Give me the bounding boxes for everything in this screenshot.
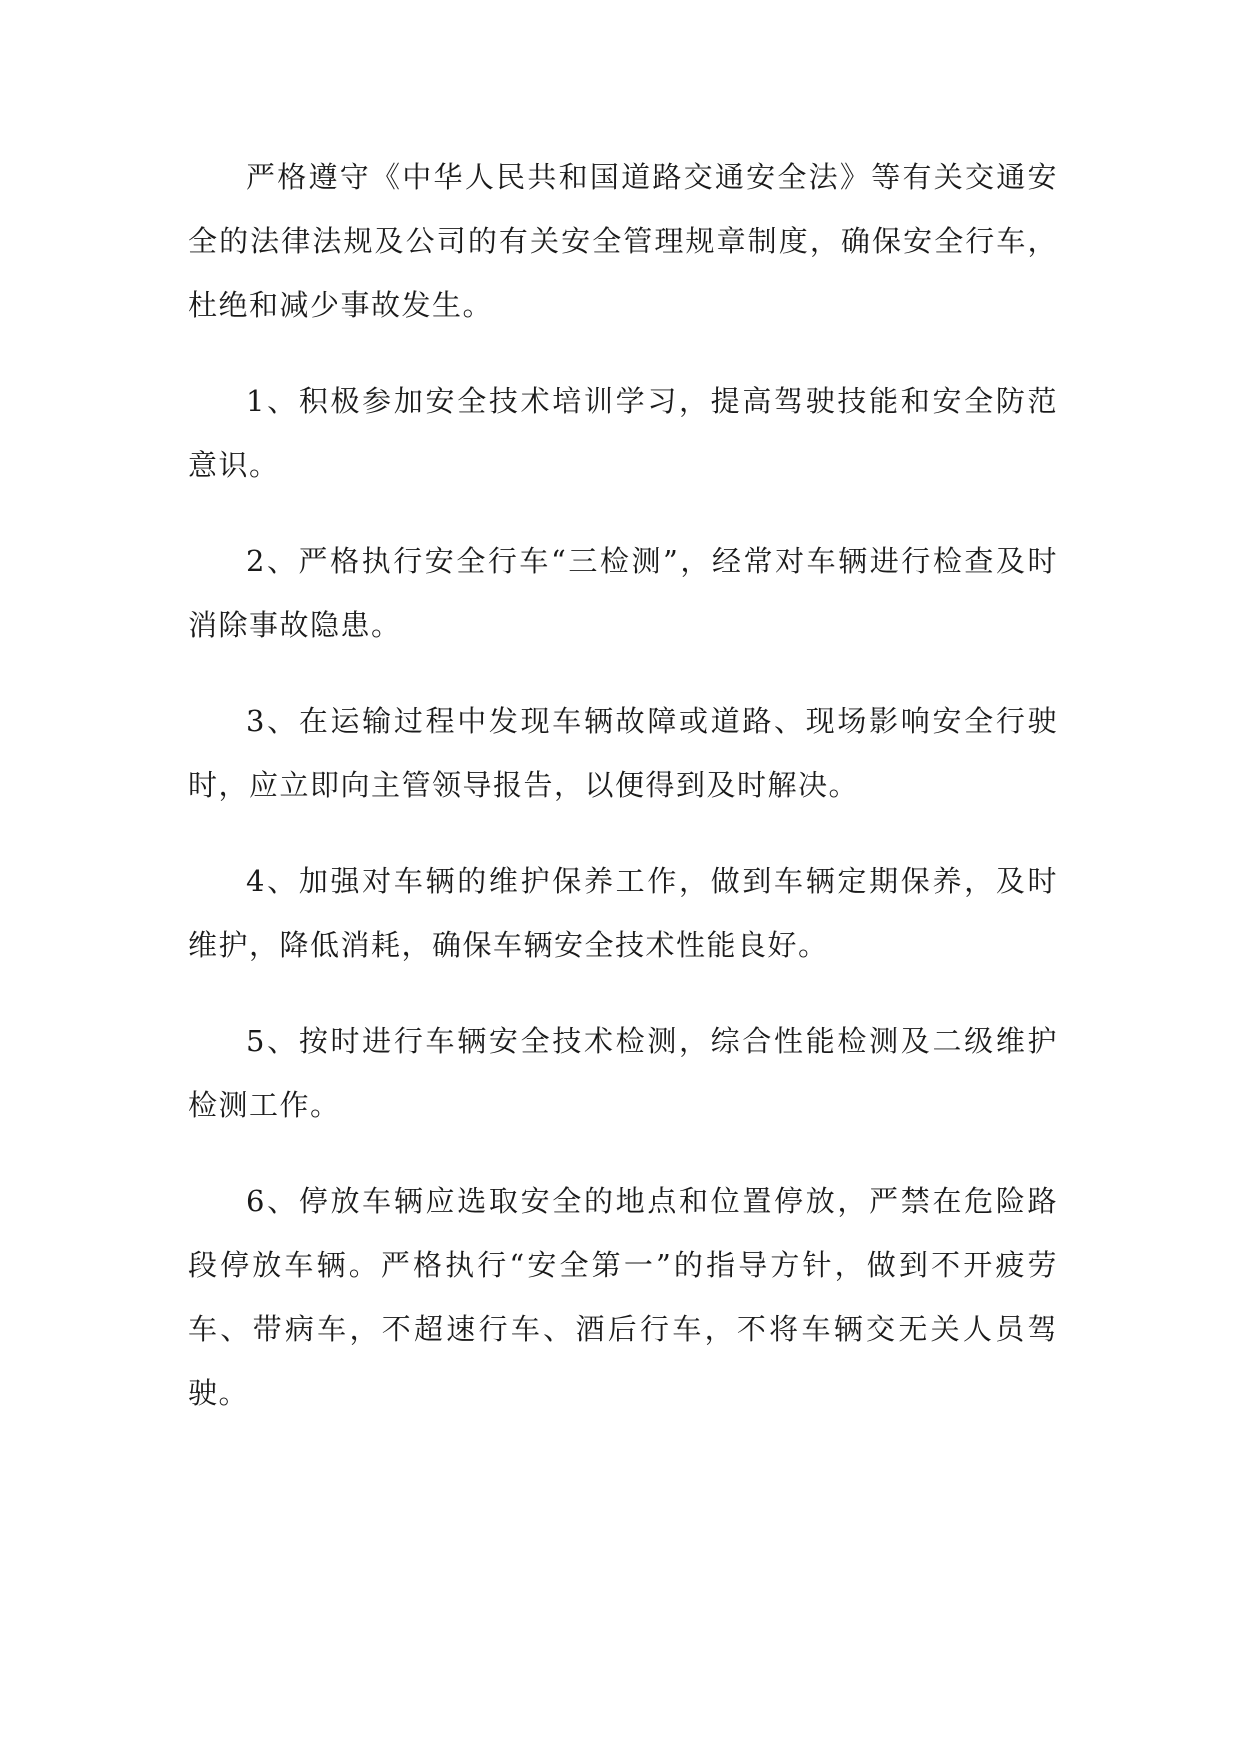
rule-item-5: 5、按时进行车辆安全技术检测，综合性能检测及二级维护检测工作。	[188, 1024, 1058, 1122]
rule-item-2: 2、严格执行安全行车“三检测”，经常对车辆进行检查及时消除事故隐患。	[188, 544, 1058, 642]
rule-item-1: 1、积极参加安全技术培训学习，提高驾驶技能和安全防范意识。	[188, 384, 1058, 482]
rule-item-3: 3、在运输过程中发现车辆故障或道路、现场影响安全行驶时，应立即向主管领导报告，以便得到及时解决。	[188, 704, 1058, 802]
intro-paragraph: 严格遵守《中华人民共和国道路交通安全法》等有关交通安全的法律法规及公司的有关安全管理规章制度，确保安全行车，杜绝和减少事故发生。	[188, 160, 1058, 322]
document-body	[188, 145, 1058, 1457]
rule-item-4: 4、加强对车辆的维护保养工作，做到车辆定期保养，及时维护，降低消耗，确保车辆安全技术性能良好。	[188, 864, 1058, 962]
rule-item-6: 6、停放车辆应选取安全的地点和位置停放，严禁在危险路段停放车辆。严格执行“安全第一”的指导方针，做到不开疲劳车、带病车，不超速行车、酒后行车，不将车辆交无关人员驾驶。	[188, 1184, 1058, 1410]
